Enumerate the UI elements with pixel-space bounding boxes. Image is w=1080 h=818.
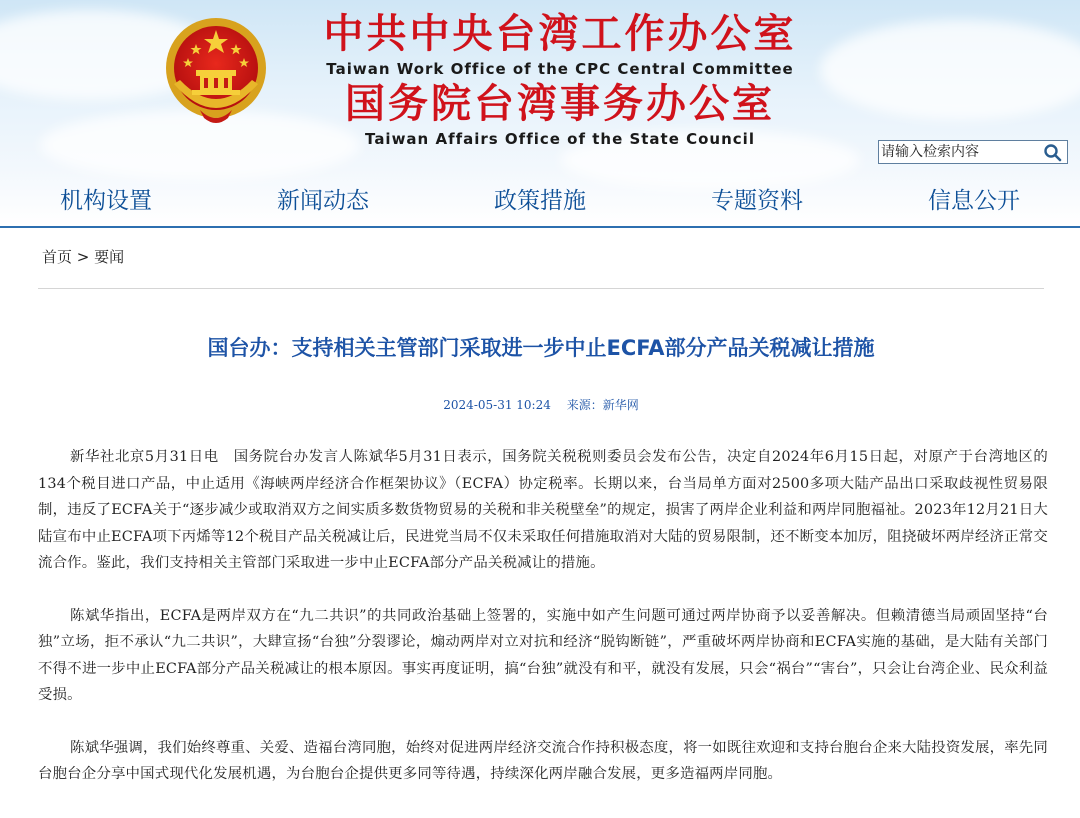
site-title-en-1: Taiwan Work Office of the CPC Central Committee bbox=[326, 60, 794, 78]
article-body bbox=[38, 444, 1048, 814]
nav-divider bbox=[0, 226, 1080, 228]
article-title: 国台办：支持相关主管部门采取进一步中止ECFA部分产品关税减让措施 bbox=[207, 336, 875, 360]
header-banner bbox=[0, 0, 1080, 226]
article-paragraph: 陈斌华强调，我们始终尊重、关爱、造福台湾同胞，始终对促进两岸经济交流合作持积极态度，将一如既往欢迎和支持台胞台企来大陆投资发展，率先同台胞台企分享中国式现代化发展机遇，为台胞台企提供更多同等待遇，持续深化两岸融合发展，更多造福两岸同胞。 bbox=[38, 739, 1048, 782]
site-title-cn-2: 国务院台湾事务办公室 bbox=[345, 81, 775, 127]
site-title-en-2: Taiwan Affairs Office of the State Council bbox=[365, 130, 755, 148]
search-input[interactable] bbox=[881, 142, 1041, 162]
breadcrumb-current-link[interactable]: 要闻 bbox=[94, 248, 125, 266]
breadcrumb-separator: > bbox=[76, 248, 90, 266]
breadcrumb bbox=[42, 246, 124, 267]
nav-item-organization[interactable]: 机构设置 bbox=[60, 188, 152, 214]
search-icon[interactable] bbox=[1043, 143, 1063, 163]
main-nav bbox=[0, 180, 1080, 222]
national-emblem-icon bbox=[160, 14, 272, 132]
article-source: 来源：新华网 bbox=[566, 398, 639, 412]
article-paragraph: 新华社北京5月31日电 国务院台办发言人陈斌华5月31日表示，国务院关税税则委员会发布公告，决定自2024年6月15日起，对原产于台湾地区的134个税目进口产品，中止适用《海峡两岸经济合作框架协议》（ECFA）协定税率。长期以来，台当局单方面对2500多项大陆产品出口采取歧视性贸易限制，违反了ECFA关于“逐步减少或取消双方之间实质多数货物贸易的关税和非关税壁垒”的规定，损害了两岸企业利益和两岸同胞福祉。2023年12月21日大陆宣布中止ECFA项下丙烯等12个税目产品关税减让后，民进党当局不仅未采取任何措施取消对大陆的贸易限制，还不断变本加厉，阻挠破坏两岸经济正常交流合作。鉴此，我们支持相关主管部门采取进一步中止ECFA部分产品关税减让的措施。 bbox=[38, 449, 1048, 571]
article-datetime: 2024-05-31 10:24 bbox=[443, 398, 551, 412]
nav-item-news[interactable]: 新闻动态 bbox=[277, 188, 369, 214]
site-title-cn-1: 中共中央台湾工作办公室 bbox=[323, 11, 797, 57]
breadcrumb-home-link[interactable]: 首页 bbox=[42, 248, 73, 266]
search-box bbox=[878, 140, 1068, 164]
nav-item-policy[interactable]: 政策措施 bbox=[494, 188, 586, 214]
article-meta bbox=[38, 396, 1044, 413]
nav-item-disclosure[interactable]: 信息公开 bbox=[928, 188, 1020, 214]
nav-item-topics[interactable]: 专题资料 bbox=[711, 188, 803, 214]
article-paragraph: 陈斌华指出，ECFA是两岸双方在“九二共识”的共同政治基础上签署的，实施中如产生问题可通过两岸协商予以妥善解决。但赖清德当局顽固坚持“台独”立场，拒不承认“九二共识”，大肆宣扬“台独”分裂谬论，煽动两岸对立对抗和经济“脱钩断链”，严重破坏两岸协商和ECFA实施的基础，是大陆有关部门不得不进一步中止ECFA部分产品关税减让的根本原因。事实再度证明，搞“台独”就没有和平，就没有发展，只会“祸台”“害台”，只会让台湾企业、民众利益受损。 bbox=[38, 607, 1048, 703]
cloud-decoration bbox=[820, 20, 1080, 120]
content-divider bbox=[38, 288, 1044, 289]
